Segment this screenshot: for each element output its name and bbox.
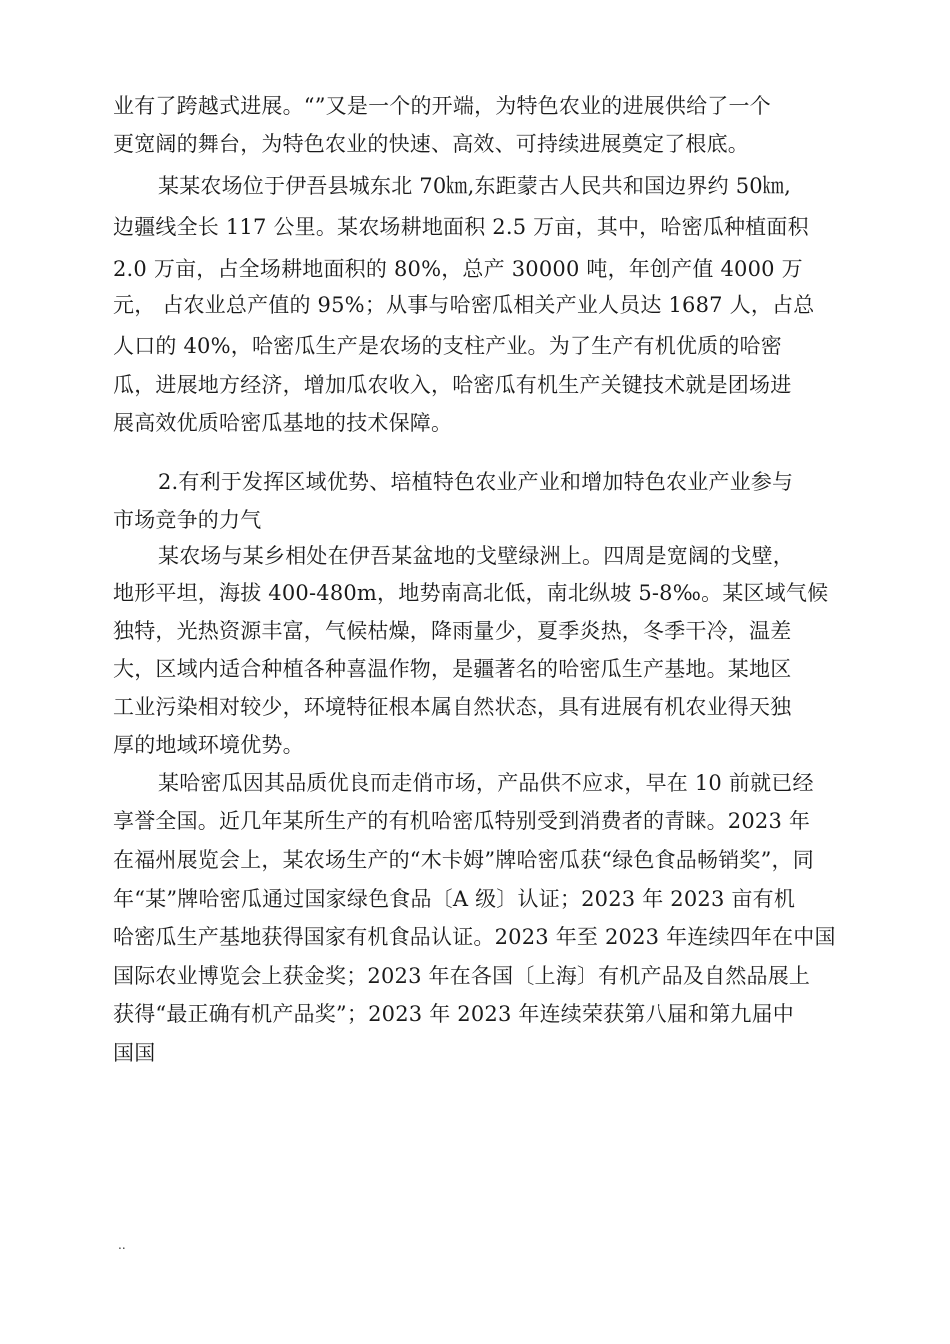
section-heading-line: 市场竞争的力气 (113, 508, 262, 532)
text-line: 展高效优质哈密瓜基地的技术保障。 (113, 411, 453, 435)
text-line: 边疆线全长 117 公里。某农场耕地面积 2.5 万亩，其中，哈密瓜种植面积 (113, 215, 809, 239)
text-line: 独特，光热资源丰富，气候枯燥，降雨量少，夏季炎热，冬季干冷，温差 (113, 619, 792, 643)
text-line: 工业污染相对较少，环境特征根本属自然状态，具有进展有机农业得天独 (113, 695, 792, 719)
text-line: 瓜，进展地方经济，增加瓜农收入，哈密瓜有机生产关键技术就是团场进 (113, 373, 792, 397)
text-line: 获得“最正确有机产品奖”；2023 年 2023 年连续荣获第八届和第九届中 (113, 1002, 794, 1026)
text-line: 大，区域内适合种植各种喜温作物，是疆著名的哈密瓜生产基地。某地区 (113, 657, 792, 681)
text-line: 哈密瓜生产基地获得国家有机食品认证。2023 年至 2023 年连续四年在中国 (113, 925, 836, 949)
text-line: 更宽阔的舞台，为特色农业的快速、高效、可持续进展奠定了根底。 (113, 132, 749, 156)
text-line: 地形平坦，海拔 400-480m，地势南高北低，南北纵坡 5-8‰。某区域气候 (113, 581, 829, 605)
text-line: 业有了跨越式进展。“”又是一个的开端，为特色农业的进展供给了一个 (113, 94, 771, 118)
text-line: 在福州展览会上，某农场生产的“木卡姆”牌哈密瓜获“绿色食品畅销奖”，同 (113, 848, 814, 872)
text-line: 国国 (113, 1041, 156, 1065)
text-line: 国际农业博览会上获金奖；2023 年在各国〔上海〕有机产品及自然品展上 (113, 964, 811, 988)
footer-mark: .. (118, 1238, 126, 1252)
text-line: 享誉全国。近几年某所生产的有机哈密瓜特别受到消费者的青睐。2023 年 (113, 809, 811, 833)
text-line: 2.0 万亩，占全场耕地面积的 80%，总产 30000 吨，年创产值 4000 万 (113, 257, 803, 281)
text-line: 厚的地域环境优势。 (113, 733, 304, 757)
text-line: 年“某”牌哈密瓜通过国家绿色食品〔A 级〕认证；2023 年 2023 亩有机 (113, 887, 796, 911)
section-heading-line: 2.有利于发挥区域优势、培植特色农业产业和增加特色农业产业参与 (158, 470, 794, 494)
paragraph-start-line: 某哈密瓜因其品质优良而走俏市场，产品供不应求，早在 10 前就已经 (158, 771, 814, 795)
paragraph-start-line: 某某农场位于伊吾县城东北 70㎞,东距蒙古人民共和国边界约 50㎞, (158, 174, 791, 198)
paragraph-start-line: 某农场与某乡相处在伊吾某盆地的戈壁绿洲上。四周是宽阔的戈壁， (158, 544, 794, 568)
text-line: 人口的 40%，哈密瓜生产是农场的支柱产业。为了生产有机优质的哈密 (113, 334, 782, 358)
text-line: 元， 占农业总产值的 95%；从事与哈密瓜相关产业人员达 1687 人，占总 (113, 293, 815, 317)
